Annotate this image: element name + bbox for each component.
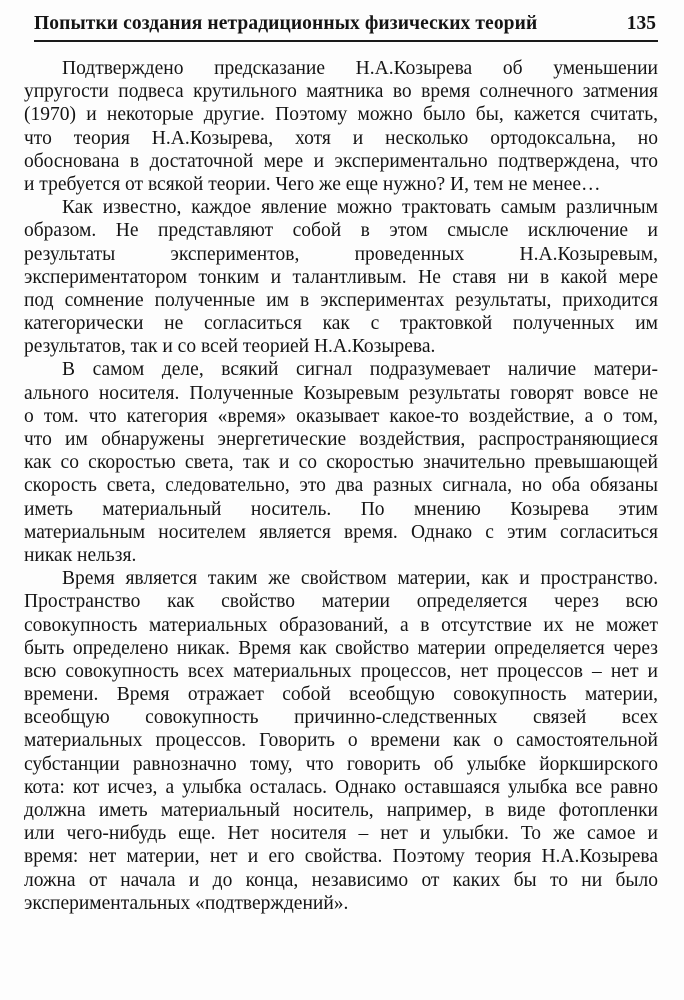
text-line: экспериментальных «подтверждений».	[24, 892, 349, 914]
text-line: или чего-нибудь еще. Нет носителя – нет и улыбки. То же самое и	[24, 823, 658, 845]
chapter-title: Попытки создания нетрадиционных физических теорий	[34, 13, 538, 34]
paragraph-3	[24, 358, 658, 567]
text-line: результатов, так и со всей теорией Н.А.Козырева.	[24, 336, 436, 358]
text-line: Подтверждено предсказание Н.А.Козырева об уменьшении	[62, 58, 658, 79]
text-line: Время является таким же свойством материи, как и пространство.	[62, 568, 658, 590]
text-line: ложна от начала и до конца, независимо от каких бы то ни было	[24, 869, 658, 891]
paragraph-2	[24, 196, 658, 358]
text-line: Как известно, каждое явление можно трактовать самым различным	[62, 197, 658, 219]
text-line: субстанции равнозначно тому, что говорить об улыбке йоркширского	[24, 753, 658, 775]
text-line: результаты экспериментов, проведенных Н.А.Козыревым,	[24, 243, 658, 265]
text-line: иметь материальный носитель. По мнению Козырева этим	[24, 498, 658, 520]
text-line: всю совокупность всех материальных процессов, нет процессов – нет и	[24, 660, 658, 682]
text-line: материальных процессов. Говорить о времени как о самостоятельной	[24, 730, 658, 752]
text-line: (1970) и некоторые другие. Поэтому можно было бы, кажется считать,	[24, 104, 658, 126]
text-line: что им обнаружены энергетические воздействия, распространяющиеся	[24, 429, 658, 450]
text-line: Пространство как свойство материи определяется через всю	[24, 591, 658, 613]
text-line: всеобщую совокупность причинно-следственных связей всех	[24, 707, 658, 729]
text-line: обоснована в достаточной мере и экспериментально подтверждена, что	[24, 150, 658, 172]
text-line: кота: кот исчез, а улыбка осталась. Однако оставшаяся улыбка все равно	[24, 776, 658, 798]
body-text	[24, 57, 658, 915]
text-line: экспериментатором тонким и талантливым. Не ставя ни в какой мере	[24, 266, 658, 288]
text-line: скорость света, следовательно, это два разных сигнала, но оба обязаны	[24, 475, 658, 497]
running-header	[34, 8, 658, 42]
text-line: что теория Н.А.Козырева, хотя и несколько ортодоксальна, но	[24, 127, 658, 149]
text-line: быть определено никак. Время как свойство материи определяется через	[24, 637, 658, 659]
text-line: образом. Не представляют собой в этом смысле исключение и	[24, 220, 658, 242]
text-line: категорически не согласиться как с трактовкой полученных им	[24, 313, 658, 335]
text-line: должна иметь материальный носитель, например, в виде фотопленки	[24, 800, 658, 821]
text-line: В самом деле, всякий сигнал подразумевает наличие матери-	[62, 359, 658, 381]
text-line: о том. что категория «время» оказывает какое-то воздействие, а о том,	[24, 405, 658, 427]
text-line: времени. Время отражает собой всеобщую совокупность материи,	[24, 684, 658, 706]
text-line: под сомнение полученные им в экспериментах результаты, приходится	[24, 289, 658, 311]
text-line: материальным носителем является время. Однако с этим согласиться	[24, 521, 658, 543]
text-line: совокупность материальных образований, а в отсутствие их не может	[24, 614, 658, 636]
text-line: никак нельзя.	[24, 544, 137, 566]
text-line: ального носителя. Полученные Козыревым результаты говорят вовсе не	[24, 382, 658, 404]
text-line: упругости подвеса крутильного маятника во время солнечного затмения	[24, 81, 658, 103]
page-number: 135	[626, 13, 656, 34]
paragraph-1	[24, 57, 658, 196]
text-line: как со скоростью света, так и со скоростью значительно превышающей	[24, 452, 658, 474]
text-line: время: нет материи, нет и его свойства. Поэтому теория Н.А.Козырева	[24, 846, 658, 868]
text-line: и требуется от всякой теории. Чего же еще нужно? И, тем не менее…	[24, 173, 601, 195]
paragraph-4	[24, 567, 658, 915]
